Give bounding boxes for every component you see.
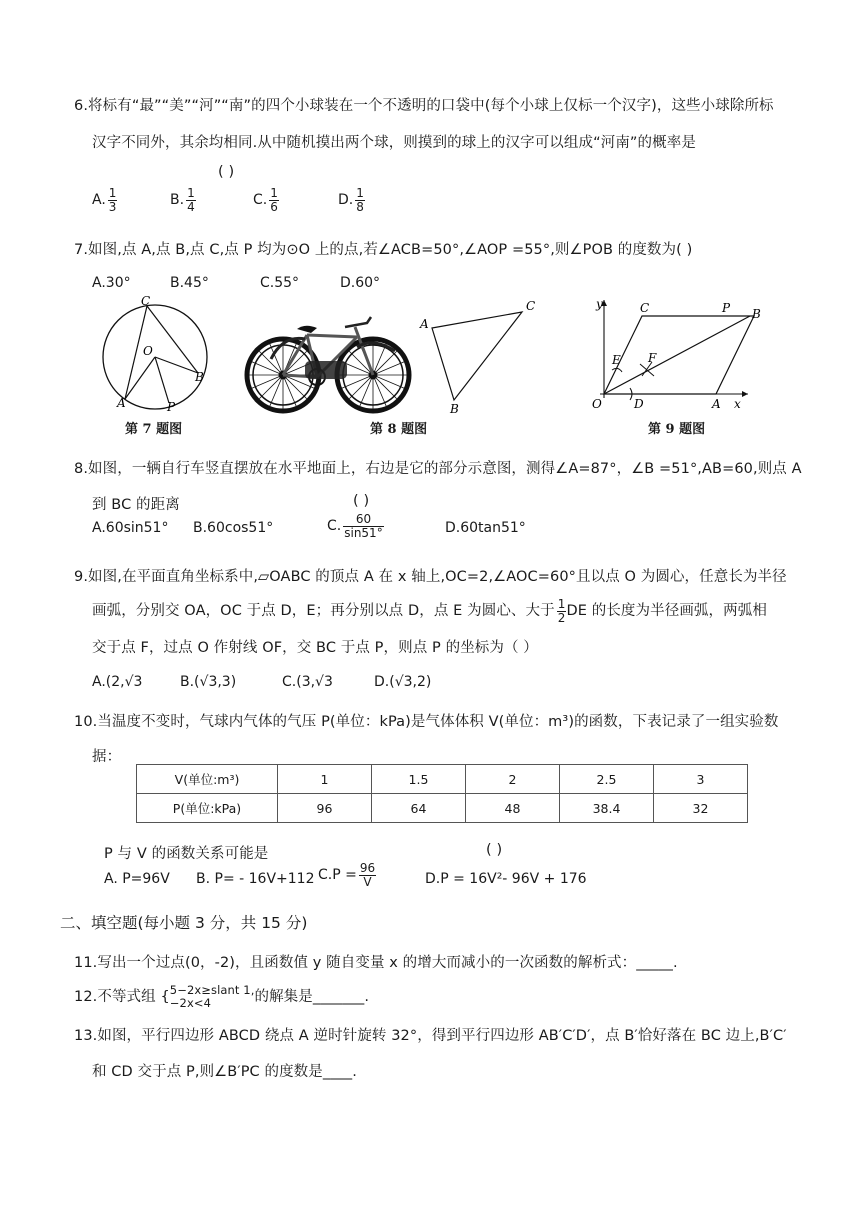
fig9-label-f: F: [648, 351, 657, 365]
table-row: [137, 794, 748, 823]
fig9-label-o: O: [592, 397, 602, 411]
q6-option-a: A. $\frac{1}{3}$: [92, 186, 117, 214]
table-cell: 38.4: [560, 794, 654, 823]
fig9-label-d: D: [634, 397, 644, 411]
q8-line1: 8.如图，一辆自行车竖直摆放在水平地面上，右边是它的部分示意图，测得∠A=87°，∠B =51°,AB=60,则点 A: [74, 461, 802, 477]
q7-line1: 7.如图,点 A,点 B,点 C,点 P 均为⊙O 上的点,若∠ACB=50°,∠AOP =55°,则∠POB 的度数为( ): [74, 242, 693, 258]
q8-option-c: C. $\frac{60}{\sin 51^\circ}$: [327, 512, 383, 540]
q13-line1: 13.如图，平行四边形 ABCD 绕点 A 逆时针旋转 32°，得到平行四边形 AB′C′D′，点 B′恰好落在 BC 边上,B′C′: [74, 1028, 787, 1044]
q7-option-b: B.45°: [170, 275, 209, 291]
q10-option-b: B. P= - 16V+112: [196, 871, 315, 887]
q9-line2: 画弧，分别交 OA，OC 于点 D，E；再分别以点 D，点 E 为圆心、大于 $\frac{1}{2}$ DE 的长度为半径画弧，两弧相: [92, 597, 767, 625]
figure-9-caption: 第 9 题图: [648, 422, 706, 437]
fig9-label-y: y: [596, 297, 603, 311]
table-cell: 64: [372, 794, 466, 823]
q9-line3: 交于点 F，过点 O 作射线 OF，交 BC 于点 P，则点 P 的坐标为（ ）: [92, 640, 538, 656]
fig7-label-o: O: [143, 344, 153, 358]
q6-option-c: C. $\frac{1}{6}$: [253, 186, 278, 214]
fig9-label-b: B: [752, 307, 761, 321]
q12-line1: 12.不等式组 { 5−2x≥slant 1, −2x<4 的解集是_______.: [74, 983, 370, 1011]
q10-question: P 与 V 的函数关系可能是: [104, 846, 269, 862]
q8-option-b: B.60cos51°: [193, 520, 274, 536]
q8-option-a: A.60sin51°: [92, 520, 169, 536]
fig7-label-a: A: [117, 396, 126, 410]
q9-option-a: A.(2,√3: [92, 674, 143, 690]
q10-option-c: C.P = $\frac{96}{V}$: [318, 861, 376, 889]
table-cell: 32: [654, 794, 748, 823]
bicycle-handlebar: [345, 317, 371, 327]
q13-line2: 和 CD 交于点 P,则∠B′PC 的度数是____.: [92, 1064, 357, 1080]
q10-data-table: [136, 764, 748, 823]
bicycle-saddle: [297, 326, 317, 333]
fig9-label-c: C: [640, 301, 650, 315]
q6-answer-blank: ( ): [218, 164, 235, 180]
q9-line1: 9.如图,在平面直角坐标系中,▱OABC 的顶点 A 在 x 轴上,OC=2,∠AOC=60°且以点 O 为圆心，任意长为半径: [74, 569, 787, 585]
table-cell: V(单位:m³): [137, 765, 278, 794]
section-2-title: 二、填空题(每小题 3 分，共 15 分): [60, 914, 308, 932]
q9-option-c: C.(3,√3: [282, 674, 333, 690]
fig7-label-b: B: [195, 370, 204, 384]
q6-option-b: B. $\frac{1}{4}$: [170, 186, 195, 214]
table-cell: 1: [278, 765, 372, 794]
fig9-label-e: E: [612, 353, 621, 367]
fig8-label-a: A: [420, 317, 429, 331]
table-cell: 3: [654, 765, 748, 794]
table-cell: 48: [466, 794, 560, 823]
figure-7-circle-diagram: [95, 295, 215, 415]
q7-option-a: A.30°: [92, 275, 131, 291]
q10-line2: 据：: [92, 749, 122, 765]
q6-line1: 6.将标有“最”“美”“河”“南”的四个小球装在一个不透明的口袋中(每个小球上仅标一个汉字)，这些小球除所标: [74, 98, 774, 114]
fig7-label-c: C: [141, 294, 151, 308]
q9-option-b: B.(√3,3): [180, 674, 237, 690]
q6-option-d: D. $\frac{1}{8}$: [338, 186, 364, 214]
figure-8-bicycle-illustration: [245, 315, 413, 415]
q8-line2: 到 BC 的距离: [92, 497, 180, 513]
q6-line2: 汉字不同外，其余均相同.从中随机摸出两个球，则摸到的球上的汉字可以组成“河南”的概率是: [92, 135, 696, 151]
q10-answer-blank: ( ): [486, 842, 503, 858]
table-row: [137, 765, 748, 794]
figure-9-parallelogram-diagram: [588, 294, 761, 414]
q8-option-d: D.60tan51°: [445, 520, 526, 536]
table-cell: 96: [278, 794, 372, 823]
table-cell: P(单位:kPa): [137, 794, 278, 823]
fig9-label-p: P: [722, 301, 731, 315]
q10-option-d: D.P = 16V²- 96V + 176: [425, 871, 587, 887]
q8-answer-blank: ( ): [353, 493, 370, 509]
table-cell: 2: [466, 765, 560, 794]
q10-line1: 10.当温度不变时，气球内气体的气压 P(单位：kPa)是气体体积 V(单位：m³)的函数，下表记录了一组实验数: [74, 714, 779, 730]
fig9-label-a: A: [712, 397, 721, 411]
table-cell: 2.5: [560, 765, 654, 794]
q7-option-d: D.60°: [340, 275, 381, 291]
table-cell: 1.5: [372, 765, 466, 794]
figure-8-triangle-diagram: [412, 292, 542, 416]
q11-line1: 11.写出一个过点(0，-2)，且函数值 y 随自变量 x 的增大而减小的一次函数的解析式：_____.: [74, 955, 678, 971]
fig8-label-c: C: [526, 299, 536, 313]
q7-option-c: C.55°: [260, 275, 300, 291]
fig8-label-b: B: [450, 402, 459, 416]
q10-option-a: A. P=96V: [104, 871, 170, 887]
bicycle-chain-guard: [305, 361, 347, 379]
figure-8-caption: 第 8 题图: [370, 422, 428, 437]
fig9-label-x: x: [734, 397, 741, 411]
fig7-label-p: P: [167, 400, 176, 414]
figure-7-caption: 第 7 题图: [125, 422, 183, 437]
q9-option-d: D.(√3,2): [374, 674, 432, 690]
